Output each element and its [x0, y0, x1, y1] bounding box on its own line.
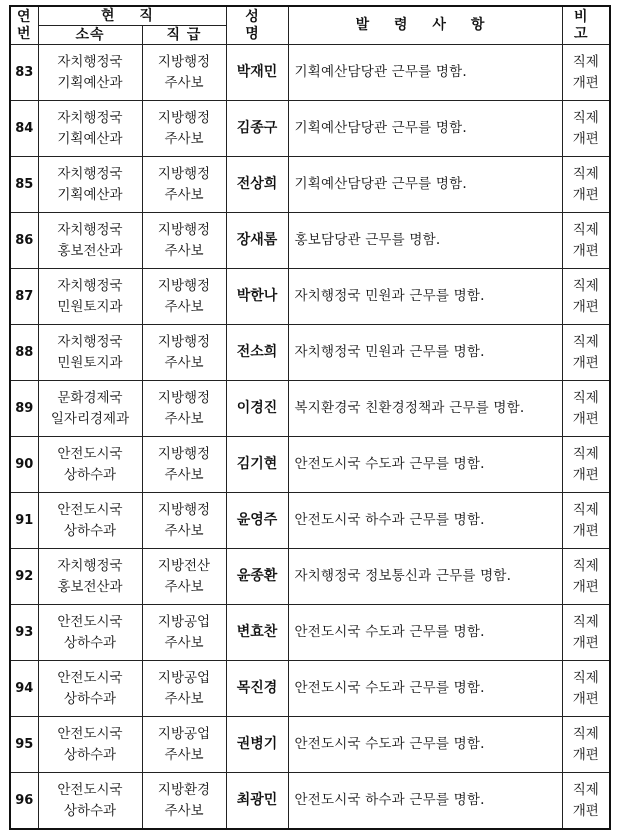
row-grade-line1: 지방행정 — [157, 165, 211, 182]
row-grade — [142, 773, 226, 830]
row-no-text: 87 — [15, 289, 34, 304]
row-name — [226, 605, 288, 661]
row-note-line1: 직제 — [572, 221, 599, 238]
row-note — [562, 213, 610, 269]
row-dept-line2: 상하수과 — [63, 690, 117, 707]
row-dept-line1: 자치행정국 — [57, 333, 123, 350]
row-order — [288, 549, 562, 605]
row-dept-line2: 상하수과 — [63, 634, 117, 651]
row-no — [10, 269, 38, 325]
row-dept-line2: 기획예산과 — [57, 74, 123, 91]
row-grade-line1: 지방공업 — [157, 725, 211, 742]
row-order — [288, 437, 562, 493]
row-note-line2: 개편 — [572, 186, 599, 203]
table-row — [10, 773, 610, 830]
row-note-line2: 개편 — [572, 746, 599, 763]
row-name-text: 박한나 — [236, 288, 278, 304]
row-grade-line2: 주사보 — [164, 578, 204, 595]
row-grade-line2: 주사보 — [164, 634, 204, 651]
row-note — [562, 493, 610, 549]
row-order-text: 자치행정국 민원과 근무를 명함. — [294, 288, 485, 304]
table-row — [10, 269, 610, 325]
row-note — [562, 605, 610, 661]
row-name-text: 김기현 — [236, 456, 278, 472]
row-no-text: 86 — [15, 233, 34, 248]
row-order-text: 안전도시국 수도과 근무를 명함. — [294, 736, 485, 752]
table-row — [10, 717, 610, 773]
row-note — [562, 101, 610, 157]
row-name — [226, 157, 288, 213]
row-order-text: 기획예산담당관 근무를 명함. — [294, 120, 467, 136]
table-row — [10, 213, 610, 269]
header-current: 현 직 — [38, 6, 226, 26]
table-row — [10, 157, 610, 213]
header-dept: 소속 — [38, 26, 142, 45]
row-order-text: 안전도시국 하수과 근무를 명함. — [294, 792, 485, 808]
row-order — [288, 213, 562, 269]
row-grade-line2: 주사보 — [164, 186, 204, 203]
row-grade-line2: 주사보 — [164, 466, 204, 483]
row-dept-line2: 상하수과 — [63, 746, 117, 763]
row-dept-line2: 민원토지과 — [57, 354, 123, 371]
table-row — [10, 661, 610, 717]
row-no-text: 95 — [15, 737, 34, 752]
row-dept — [38, 213, 142, 269]
row-order-text: 복지환경국 친환경정책과 근무를 명함. — [294, 400, 525, 416]
row-no-text: 91 — [15, 513, 34, 528]
row-no — [10, 213, 38, 269]
row-dept-line1: 안전도시국 — [57, 669, 123, 686]
row-note-line1: 직제 — [572, 53, 599, 70]
row-note-line2: 개편 — [572, 634, 599, 651]
row-note — [562, 381, 610, 437]
table-header — [10, 6, 610, 45]
row-no — [10, 773, 38, 830]
table-row — [10, 493, 610, 549]
row-grade — [142, 213, 226, 269]
row-note-line1: 직제 — [572, 501, 599, 518]
row-no — [10, 157, 38, 213]
row-grade-line1: 지방행정 — [157, 333, 211, 350]
row-dept-line1: 자치행정국 — [57, 221, 123, 238]
row-name — [226, 269, 288, 325]
row-grade-line2: 주사보 — [164, 354, 204, 371]
row-name — [226, 549, 288, 605]
row-note-line1: 직제 — [572, 445, 599, 462]
header-no-line2: 번 — [16, 25, 32, 42]
row-name-text: 목진경 — [236, 680, 278, 696]
row-dept-line1: 안전도시국 — [57, 445, 123, 462]
row-name — [226, 773, 288, 830]
row-dept — [38, 717, 142, 773]
row-grade-line1: 지방행정 — [157, 109, 211, 126]
row-no — [10, 437, 38, 493]
row-note — [562, 773, 610, 830]
row-order — [288, 269, 562, 325]
row-note-line2: 개편 — [572, 690, 599, 707]
row-grade-line1: 지방행정 — [157, 501, 211, 518]
row-grade — [142, 437, 226, 493]
row-note-line2: 개편 — [572, 298, 599, 315]
header-grade: 직 급 — [142, 26, 226, 45]
row-dept-line2: 일자리경제과 — [50, 410, 130, 427]
row-name-text: 최광민 — [236, 792, 278, 808]
row-note-line1: 직제 — [572, 165, 599, 182]
row-note — [562, 269, 610, 325]
row-dept-line2: 홍보전산과 — [57, 242, 123, 259]
row-note-line1: 직제 — [572, 669, 599, 686]
row-note-line1: 직제 — [572, 613, 599, 630]
row-dept-line1: 자치행정국 — [57, 165, 123, 182]
row-note-line2: 개편 — [572, 522, 599, 539]
row-no — [10, 605, 38, 661]
row-order — [288, 45, 562, 101]
row-note-line1: 직제 — [572, 109, 599, 126]
row-no — [10, 45, 38, 101]
row-grade-line2: 주사보 — [164, 74, 204, 91]
row-note-line1: 직제 — [572, 557, 599, 574]
row-note-line1: 직제 — [572, 725, 599, 742]
row-grade-line2: 주사보 — [164, 522, 204, 539]
row-no — [10, 549, 38, 605]
row-dept-line1: 안전도시국 — [57, 781, 123, 798]
row-name-text: 전상희 — [236, 176, 278, 192]
row-name — [226, 325, 288, 381]
row-grade-line1: 지방행정 — [157, 277, 211, 294]
row-name — [226, 437, 288, 493]
table-row — [10, 437, 610, 493]
row-dept-line1: 자치행정국 — [57, 277, 123, 294]
table-body — [10, 45, 610, 830]
row-order — [288, 773, 562, 830]
row-order-text: 안전도시국 하수과 근무를 명함. — [294, 512, 485, 528]
row-order — [288, 493, 562, 549]
row-no-text: 93 — [15, 625, 34, 640]
row-note-line2: 개편 — [572, 74, 599, 91]
row-grade — [142, 157, 226, 213]
row-name-text: 박재민 — [236, 64, 278, 80]
row-note-line1: 직제 — [572, 781, 599, 798]
row-dept-line1: 자치행정국 — [57, 53, 123, 70]
row-grade-line2: 주사보 — [164, 746, 204, 763]
row-grade — [142, 269, 226, 325]
row-grade-line2: 주사보 — [164, 130, 204, 147]
row-note — [562, 325, 610, 381]
header-note: 비 고 — [562, 6, 610, 45]
row-dept-line1: 안전도시국 — [57, 613, 123, 630]
personnel-order-sheet — [9, 5, 609, 830]
table-row — [10, 549, 610, 605]
row-name-text: 이경진 — [236, 400, 278, 416]
row-no-text: 83 — [15, 65, 34, 80]
row-no — [10, 661, 38, 717]
row-name — [226, 381, 288, 437]
row-grade-line1: 지방환경 — [157, 781, 211, 798]
row-grade — [142, 717, 226, 773]
table-row — [10, 325, 610, 381]
row-grade-line1: 지방전산 — [157, 557, 211, 574]
row-order-text: 홍보담당관 근무를 명함. — [294, 232, 441, 248]
row-grade — [142, 661, 226, 717]
row-name — [226, 45, 288, 101]
row-grade — [142, 493, 226, 549]
row-note-line1: 직제 — [572, 389, 599, 406]
row-note-line2: 개편 — [572, 410, 599, 427]
row-grade-line1: 지방공업 — [157, 613, 211, 630]
row-grade-line1: 지방행정 — [157, 445, 211, 462]
row-grade-line1: 지방행정 — [157, 53, 211, 70]
row-dept — [38, 45, 142, 101]
row-order — [288, 661, 562, 717]
row-dept-line2: 상하수과 — [63, 522, 117, 539]
row-no-text: 94 — [15, 681, 34, 696]
row-note — [562, 717, 610, 773]
row-dept — [38, 549, 142, 605]
row-note-line1: 직제 — [572, 333, 599, 350]
row-dept — [38, 773, 142, 830]
row-name-text: 장새롬 — [236, 232, 278, 248]
row-no — [10, 381, 38, 437]
row-dept — [38, 101, 142, 157]
row-order — [288, 605, 562, 661]
table-row — [10, 101, 610, 157]
row-dept — [38, 381, 142, 437]
row-name — [226, 661, 288, 717]
row-no-text: 84 — [15, 121, 34, 136]
header-name: 성 명 — [226, 6, 288, 45]
table-row — [10, 45, 610, 101]
row-dept — [38, 269, 142, 325]
row-note — [562, 437, 610, 493]
row-dept — [38, 605, 142, 661]
row-order — [288, 717, 562, 773]
row-dept-line2: 민원토지과 — [57, 298, 123, 315]
row-grade-line2: 주사보 — [164, 410, 204, 427]
row-name-text: 윤종환 — [236, 568, 278, 584]
row-no-text: 88 — [15, 345, 34, 360]
row-name — [226, 717, 288, 773]
row-grade-line1: 지방행정 — [157, 221, 211, 238]
table-row — [10, 605, 610, 661]
row-grade — [142, 549, 226, 605]
row-grade-line2: 주사보 — [164, 690, 204, 707]
row-no-text: 92 — [15, 569, 34, 584]
table-row — [10, 381, 610, 437]
row-name-text: 권병기 — [236, 736, 278, 752]
row-grade — [142, 325, 226, 381]
row-order — [288, 157, 562, 213]
row-name-text: 전소희 — [236, 344, 278, 360]
row-note-line1: 직제 — [572, 277, 599, 294]
row-grade — [142, 101, 226, 157]
row-dept-line2: 기획예산과 — [57, 130, 123, 147]
row-dept-line2: 기획예산과 — [57, 186, 123, 203]
row-grade-line1: 지방공업 — [157, 669, 211, 686]
row-note-line2: 개편 — [572, 242, 599, 259]
row-dept — [38, 493, 142, 549]
row-order-text: 안전도시국 수도과 근무를 명함. — [294, 456, 485, 472]
row-no — [10, 717, 38, 773]
row-order — [288, 325, 562, 381]
row-note — [562, 549, 610, 605]
row-dept — [38, 661, 142, 717]
personnel-table — [9, 5, 611, 830]
row-dept — [38, 325, 142, 381]
row-dept-line2: 홍보전산과 — [57, 578, 123, 595]
row-name-text: 윤영주 — [236, 512, 278, 528]
row-note-line2: 개편 — [572, 578, 599, 595]
row-name-text: 변효찬 — [236, 624, 278, 640]
row-dept-line1: 문화경제국 — [57, 389, 123, 406]
row-no-text: 96 — [15, 793, 34, 808]
row-no — [10, 493, 38, 549]
row-dept — [38, 437, 142, 493]
row-order-text: 자치행정국 정보통신과 근무를 명함. — [294, 568, 512, 584]
row-note — [562, 45, 610, 101]
row-grade-line2: 주사보 — [164, 802, 204, 819]
row-dept-line1: 자치행정국 — [57, 109, 123, 126]
row-name-text: 김종구 — [236, 120, 278, 136]
row-name — [226, 101, 288, 157]
row-order-text: 안전도시국 수도과 근무를 명함. — [294, 680, 485, 696]
row-grade-line2: 주사보 — [164, 298, 204, 315]
row-no-text: 89 — [15, 401, 34, 416]
row-order — [288, 101, 562, 157]
row-grade-line1: 지방행정 — [157, 389, 211, 406]
row-note — [562, 661, 610, 717]
row-grade — [142, 605, 226, 661]
row-dept-line1: 안전도시국 — [57, 501, 123, 518]
row-note — [562, 157, 610, 213]
header-no-line1: 연 — [16, 8, 32, 25]
row-order-text: 안전도시국 수도과 근무를 명함. — [294, 624, 485, 640]
row-grade-line2: 주사보 — [164, 242, 204, 259]
row-no-text: 90 — [15, 457, 34, 472]
row-grade — [142, 381, 226, 437]
header-no — [10, 6, 38, 45]
row-dept — [38, 157, 142, 213]
row-no-text: 85 — [15, 177, 34, 192]
row-note-line2: 개편 — [572, 466, 599, 483]
row-note-line2: 개편 — [572, 802, 599, 819]
row-order — [288, 381, 562, 437]
row-dept-line1: 안전도시국 — [57, 725, 123, 742]
row-order-text: 기획예산담당관 근무를 명함. — [294, 64, 467, 80]
row-note-line2: 개편 — [572, 130, 599, 147]
row-order-text: 자치행정국 민원과 근무를 명함. — [294, 344, 485, 360]
row-no — [10, 101, 38, 157]
row-dept-line2: 상하수과 — [63, 466, 117, 483]
row-order-text: 기획예산담당관 근무를 명함. — [294, 176, 467, 192]
row-name — [226, 213, 288, 269]
row-no — [10, 325, 38, 381]
header-order: 발 령 사 항 — [288, 6, 562, 45]
row-note-line2: 개편 — [572, 354, 599, 371]
row-dept-line2: 상하수과 — [63, 802, 117, 819]
row-grade — [142, 45, 226, 101]
row-dept-line1: 자치행정국 — [57, 557, 123, 574]
row-name — [226, 493, 288, 549]
